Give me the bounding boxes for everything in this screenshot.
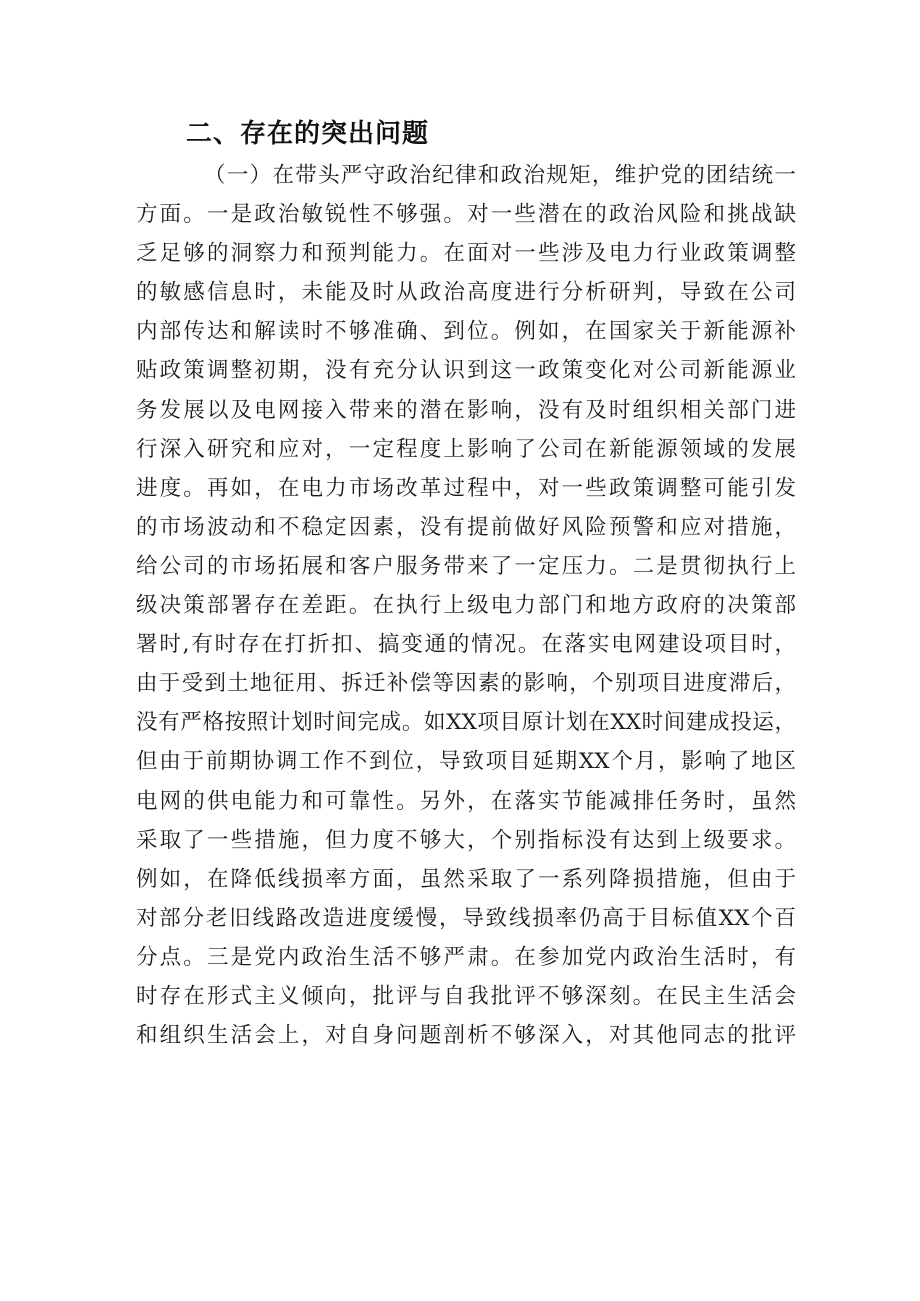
text-line: 的敏感信息时，未能及时从政治高度进行分析研判，导致在公司 bbox=[136, 280, 796, 306]
text-line: 内部传达和解读时不够准确、到位。例如，在国家关于新能源补 bbox=[136, 319, 796, 345]
text-line: 时存在形式主义倾向，批评与自我批评不够深刻。在民主生活会 bbox=[136, 983, 796, 1009]
text-line: 务发展以及电网接入带来的潜在影响，没有及时组织相关部门进 bbox=[136, 397, 796, 423]
section-heading: 二、存在的突出问题 bbox=[186, 119, 430, 149]
text-line: 进度。再如，在电力市场改革过程中，对一些政策调整可能引发 bbox=[136, 475, 796, 501]
text-line: 分点。三是党内政治生活不够严肃。在参加党内政治生活时，有 bbox=[136, 944, 796, 970]
text-line: 没有严格按照计划时间完成。如XX项目原计划在XX时间建成投运， bbox=[136, 710, 796, 736]
text-line: 贴政策调整初期，没有充分认识到这一政策变化对公司新能源业 bbox=[136, 358, 796, 384]
text-line: 由于受到土地征用、拆迁补偿等因素的影响，个别项目进度滞后， bbox=[136, 671, 796, 697]
text-line: 对部分老旧线路改造进度缓慢，导致线损率仍高于目标值XX个百 bbox=[136, 905, 796, 931]
text-line: 方面。一是政治敏锐性不够强。对一些潜在的政治风险和挑战缺 bbox=[136, 202, 796, 228]
text-line: 的市场波动和不稳定因素，没有提前做好风险预警和应对措施， bbox=[136, 514, 796, 540]
text-line: 电网的供电能力和可靠性。另外，在落实节能减排任务时，虽然 bbox=[136, 788, 796, 814]
body-paragraph bbox=[136, 156, 796, 1055]
text-line: 乏足够的洞察力和预判能力。在面对一些涉及电力行业政策调整 bbox=[136, 241, 796, 267]
text-line: 行深入研究和应对，一定程度上影响了公司在新能源领域的发展 bbox=[136, 436, 796, 462]
text-line: 采取了一些措施，但力度不够大，个别指标没有达到上级要求。 bbox=[136, 827, 796, 853]
text-line: 和组织生活会上，对自身问题剖析不够深入，对其他同志的批评 bbox=[136, 1023, 796, 1049]
text-line: （一）在带头严守政治纪律和政治规矩，维护党的团结统一 bbox=[204, 163, 796, 188]
text-line: 例如，在降低线损率方面，虽然采取了一系列降损措施，但由于 bbox=[136, 866, 796, 892]
text-line: 但由于前期协调工作不到位，导致项目延期XX个月，影响了地区 bbox=[136, 749, 796, 775]
text-line: 给公司的市场拓展和客户服务带来了一定压力。二是贯彻执行上 bbox=[136, 553, 796, 579]
text-line: 级决策部署存在差距。在执行上级电力部门和地方政府的决策部 bbox=[136, 593, 796, 619]
text-line: 署时,有时存在打折扣、搞变通的情况。在落实电网建设项目时， bbox=[136, 632, 796, 658]
